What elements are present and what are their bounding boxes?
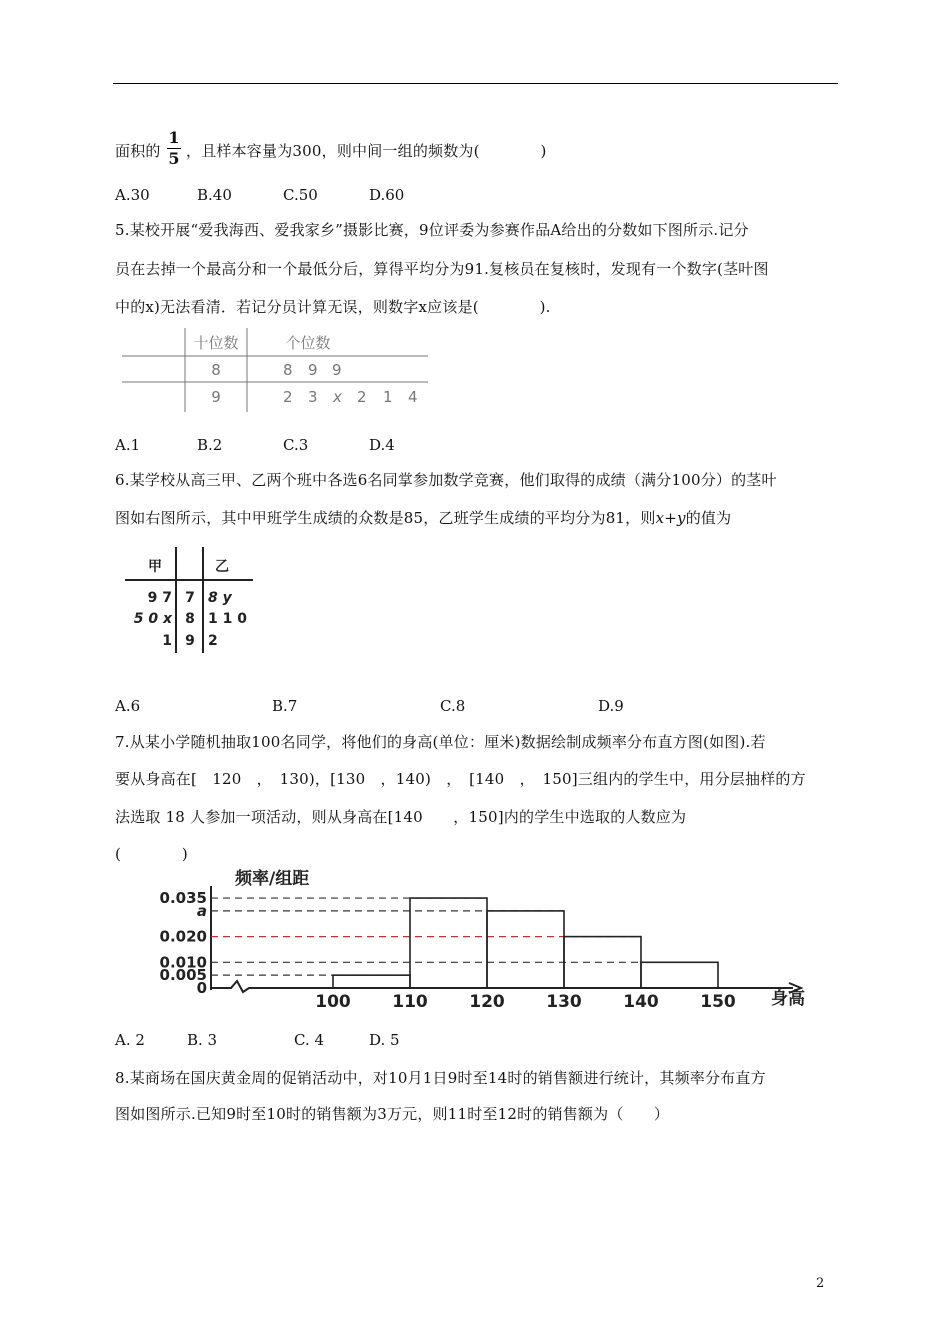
histogram-ylabel: 频率/组距 [235,869,310,889]
q6-row3-stem: 9 [185,633,195,649]
y-tick-label-2: a [196,901,207,920]
histogram-bar-3 [487,911,564,988]
q6-row2-stem: 8 [185,611,195,627]
x-tick-label-1: 100 [315,992,351,1011]
leaf-2-5: 1 [383,388,393,406]
q7-option-b: B. 3 [187,1031,218,1049]
frac-numerator: 1 [168,128,180,147]
q5-option-d: D.4 [369,436,395,454]
leaf-1-1: 8 [283,361,293,379]
stem-row-2: 9 [211,388,221,406]
q6-option-c: C.8 [440,697,466,715]
q5-line-1: 5.某校开展“爱我海西、爱我家乡”摄影比赛，9位评委为参赛作品A给出的分数如下图所示.记分 [115,221,749,239]
leaf-2-6: 4 [408,388,418,406]
histogram-xlabel: 身高 [771,989,805,1009]
q7-line-4: ( ) [115,845,188,863]
q6-expr: x+y [655,509,686,527]
q4-text-pre: 面积的 [115,142,161,160]
q6-row3-left: 1 [162,633,172,649]
x-tick-label-5: 140 [623,992,659,1011]
y-tick-label-5: 0.005 [159,966,207,985]
x-tick-label-4: 130 [546,992,582,1011]
q7-line-1: 7.从某小学随机抽取100名同学，将他们的身高(单位：厘米)数据绘制成频率分布直方图(如图).若 [115,733,766,751]
q7-option-a: A. 2 [115,1031,145,1049]
q7-option-d: D. 5 [369,1031,400,1049]
q6-row2-left: 5 0 x [133,611,172,627]
q6-line-1: 6.某学校从高三甲、乙两个班中各选6名同掌参加数学竞赛，他们取得的成绩（满分100分）的茎叶 [115,471,777,489]
y-tick-label-6: 0 [196,979,207,997]
q6-right-header: 乙 [215,559,229,575]
q6-option-a: A.6 [115,697,141,715]
q7-line-2: 要从身高在[ 120 ， 130)，[130 ，140) ， [140 ， 150]三组内的学生中，用分层抽样的方 [115,770,806,788]
q5-option-a: A.1 [115,436,141,454]
q7-line-3: 法选取 18 人参加一项活动，则从身高在[140 ，150]内的学生中选取的人数应为 [115,808,687,826]
frac-denominator: 5 [168,149,180,168]
y-tick-label-3: 0.020 [159,927,207,946]
q6-left-header: 甲 [148,559,162,575]
stem-row-1: 8 [211,361,221,379]
leaf-1-3: 9 [332,361,342,379]
q8-line-2: 图如图所示.已知9时至10时的销售额为3万元，则11时至12时的销售额为（ ） [115,1105,670,1123]
q4-option-d: D.60 [369,186,405,204]
q6-option-b: B.7 [272,697,298,715]
q7-option-c: C. 4 [294,1031,325,1049]
y-tick-label-1: 0.035 [159,889,207,908]
q6-row1-stem: 7 [185,590,195,606]
x-tick-label-2: 110 [392,992,428,1011]
fraction-one-fifth [167,129,181,168]
leaf-2-2: 3 [308,388,318,406]
histogram-bar-1 [333,975,410,988]
q5-option-c: C.3 [283,436,309,454]
q6-stem-leaf-table [120,545,260,655]
q4-option-a: A.30 [115,186,150,204]
q5-line-3: 中的x)无法看清．若记分员计算无误，则数字x应该是( ). [115,298,551,316]
q7-histogram [113,866,833,1011]
q4-text-post: ，且样本容量为300，则中间一组的频数为( ) [186,142,547,160]
q6-line-2-post: 的值为 [685,509,732,527]
q5-line-2: 员在去掉一个最高分和一个最低分后，算得平均分为91.复核员在复核时，发现有一个数字(茎叶图 [115,260,769,278]
q6-row1-right: 8 y [208,590,232,606]
stem-header: 十位数 [193,334,239,352]
q6-line-2 [115,507,731,528]
q6-option-d: D.9 [598,697,624,715]
y-tick-label-4: 0.010 [159,953,207,972]
header-rule [113,83,838,84]
leaf-2-1: 2 [283,388,293,406]
page-number: 2 [816,1276,825,1291]
q6-line-2-text: 图如右图所示，其中甲班学生成绩的众数是85，乙班学生成绩的平均分为81，则 [115,509,656,527]
q4-option-b: B.40 [197,186,232,204]
q6-row3-right: 2 [208,633,218,649]
leaf-1-2: 9 [308,361,318,379]
x-tick-label-6: 150 [700,992,736,1011]
q8-line-1: 8.某商场在国庆黄金周的促销活动中，对10月1日9时至14时的销售额进行统计，其频率分布直方 [115,1069,766,1087]
q4-option-c: C.50 [283,186,318,204]
leaf-2-4: 2 [357,388,367,406]
leaf-header: 个位数 [285,334,331,352]
q6-row2-right: 1 1 0 [208,611,247,627]
x-axis [211,981,793,992]
q5-option-b: B.2 [197,436,223,454]
x-tick-label-3: 120 [469,992,505,1011]
histogram-bar-2 [410,898,487,988]
leaf-2-3: x [333,388,342,406]
histogram-bar-5 [641,962,718,988]
q6-row1-left: 9 7 [147,590,172,606]
q5-stem-leaf-table [120,326,430,416]
